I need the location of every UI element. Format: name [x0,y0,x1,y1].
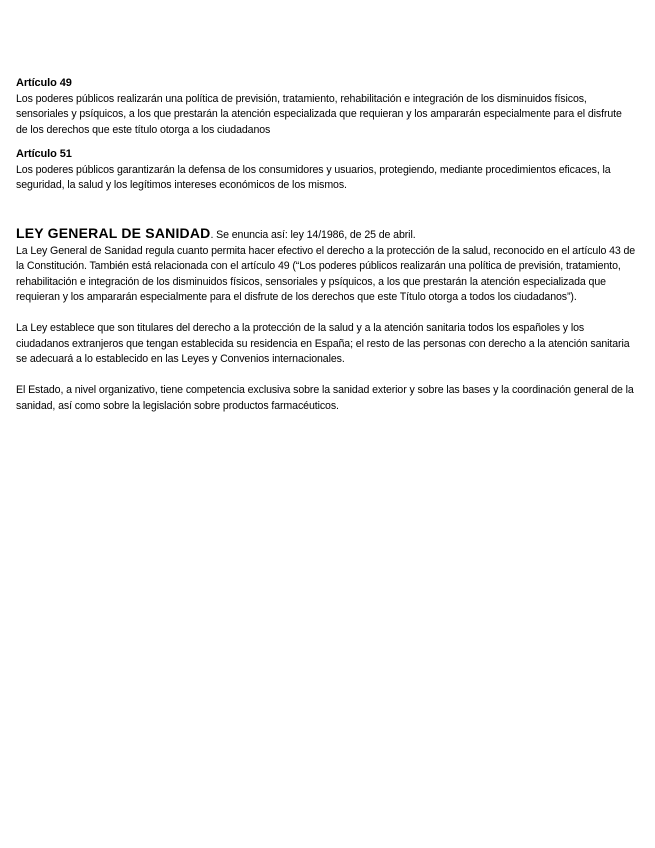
ley-title-line [16,225,636,244]
document-page [16,76,636,414]
article-49-heading: Artículo 49 [16,77,72,89]
ley-general-sanidad-section [16,225,636,415]
article-49-section [16,76,636,138]
article-51-heading: Artículo 51 [16,148,72,160]
ley-intro: . Se enuncia así: ley 14/1986, de 25 de abril. [210,228,416,241]
ley-title: LEY GENERAL DE SANIDAD [16,224,211,241]
ley-paragraph-3: El Estado, a nivel organizativo, tiene competencia exclusiva sobre la sanidad exterior y sobre las bases y la coordinación general de la sanidad, así como sobre la legislación sobre productos farmacéuticos. [16,384,634,412]
article-51-section [16,147,636,194]
ley-paragraph-1: La Ley General de Sanidad regula cuanto permita hacer efectivo el derecho a la protección de la salud, reconocido en el artículo 43 de la Constitución. También está relacionada con el artículo 49 (“Los poderes públicos realizarán una política de previsión, tratamiento, rehabilitación e integración de los disminuidos físicos, sensoriales y psíquicos, a los que prestarán la atención especializada que requieran y los ampararán especialmente para el disfrute de los derechos que este Título otorga a todos los ciudadanos”). [16,244,636,303]
ley-paragraph-2: La Ley establece que son titulares del derecho a la protección de la salud y a la atención sanitaria todos los españoles y los ciudadanos extranjeros que tengan establecida su residencia en España; el resto de las personas con derecho a la atención sanitaria se adecuará a lo establecido en las Leyes y Convenios internacionales. [16,322,630,365]
article-51-text: Los poderes públicos garantizarán la defensa de los consumidores y usuarios, protegiendo, mediante procedimientos eficaces, la seguridad, la salud y los legítimos intereses económicos de los mismos. [16,163,611,191]
article-49-text: Los poderes públicos realizarán una política de previsión, tratamiento, rehabilitación e integración de los disminuidos físicos, sensoriales y psíquicos, a los que prestarán la atención especializada que requieran y los ampararán especialmente para el disfrute de los derechos que este título otorga a los ciudadanos [16,92,622,136]
